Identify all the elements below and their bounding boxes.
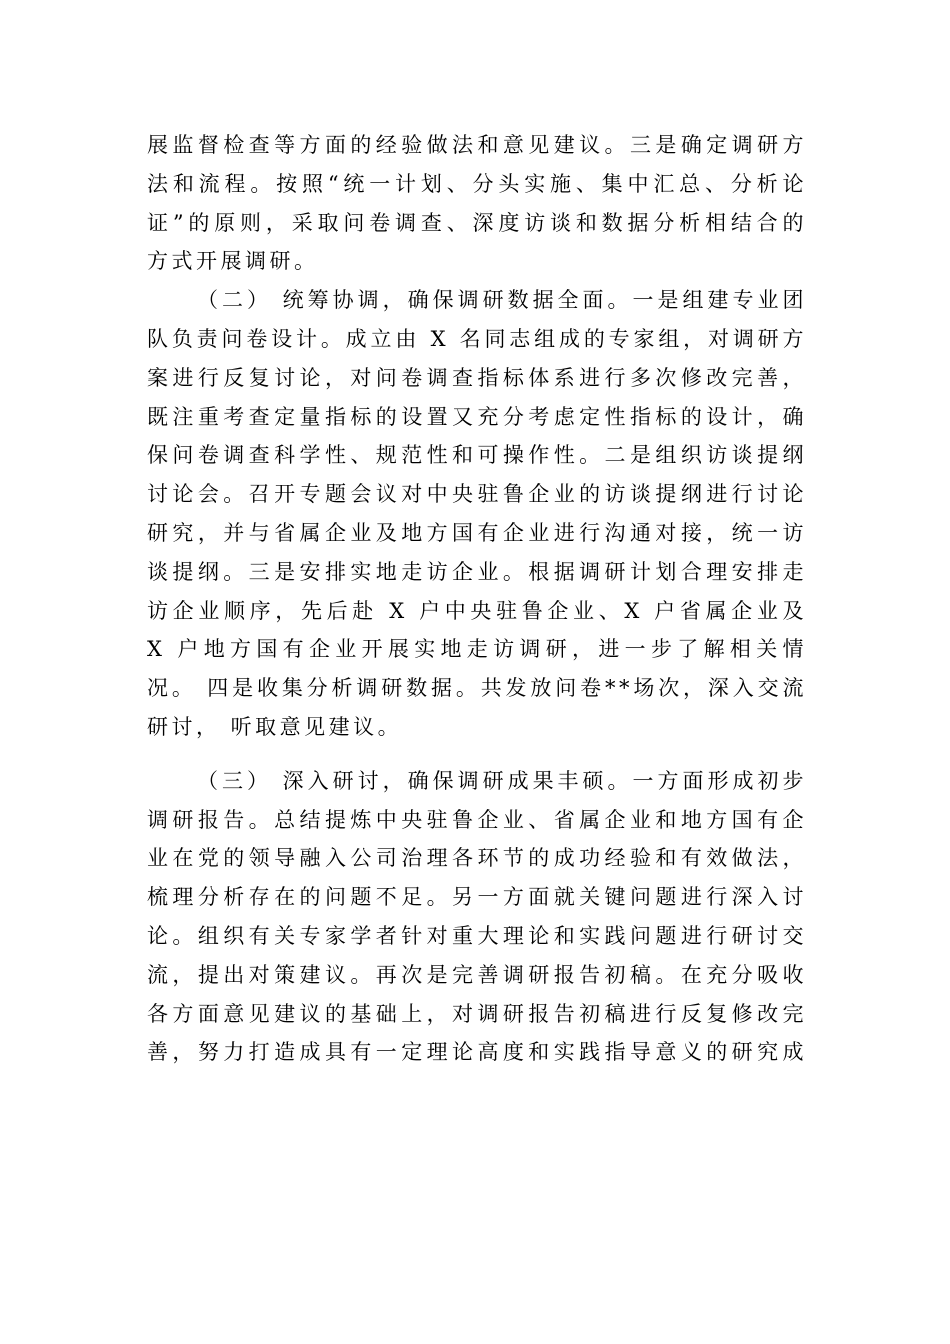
- paragraph-2: [147, 281, 807, 747]
- text-line: 既注重考查定量指标的设置又充分考虑定性指标的设计，确: [147, 404, 807, 429]
- text-line: 各方面意见建议的基础上，对调研报告初稿进行反复修改完: [147, 1001, 807, 1026]
- text-line: X 户地方国有企业开展实地走访调研，进一步了解相关情: [147, 637, 807, 662]
- text-line: 业在党的领导融入公司治理各环节的成功经验和有效做法，: [147, 846, 807, 871]
- section-heading-line: （二） 统筹协调，确保调研数据全面。一是组建专业团: [197, 288, 807, 313]
- body-text: [147, 126, 807, 1072]
- text-line: 研讨， 听取意见建议。: [147, 714, 403, 739]
- text-line: 梳理分析存在的问题不足。另一方面就关键问题进行深入讨: [147, 885, 807, 910]
- text-line: 展监督检查等方面的经验做法和意见建议。三是确定调研方: [147, 133, 807, 157]
- text-line: 证”的原则，采取问卷调查、深度访谈和数据分析相结合的: [147, 210, 807, 235]
- section-heading-line: （三） 深入研讨，确保调研成果丰硕。一方面形成初步: [197, 768, 807, 793]
- text-line: 法和流程。按照“统一计划、分头实施、集中汇总、分析论: [147, 171, 807, 196]
- text-line: 保问卷调查科学性、规范性和可操作性。二是组织访谈提纲: [147, 443, 807, 468]
- paragraph-3: [147, 762, 807, 1072]
- text-line: 况。 四是收集分析调研数据。共发放问卷**场次，深入交流: [147, 676, 807, 701]
- text-line: 善，努力打造成具有一定理论高度和实践指导意义的研究成: [147, 1040, 807, 1065]
- text-line: 调研报告。总结提炼中央驻鲁企业、省属企业和地方国有企: [147, 807, 807, 832]
- text-line: 谈提纲。三是安排实地走访企业。根据调研计划合理安排走: [147, 559, 807, 584]
- paragraph-1: [147, 126, 807, 281]
- text-line: 流，提出对策建议。再次是完善调研报告初稿。在充分吸收: [147, 962, 807, 987]
- text-line: 方式开展调研。: [147, 249, 319, 274]
- text-line: 访企业顺序，先后赴 X 户中央驻鲁企业、X 户省属企业及: [147, 598, 807, 623]
- text-line: 论。组织有关专家学者针对重大理论和实践问题进行研讨交: [147, 923, 807, 948]
- text-line: 队负责问卷设计。成立由 X 名同志组成的专家组，对调研方: [147, 326, 807, 351]
- text-line: 研究，并与省属企业及地方国有企业进行沟通对接，统一访: [147, 520, 807, 545]
- text-line: 案进行反复讨论，对问卷调查指标体系进行多次修改完善，: [147, 365, 807, 390]
- text-line: 讨论会。召开专题会议对中央驻鲁企业的访谈提纲进行讨论: [147, 482, 807, 507]
